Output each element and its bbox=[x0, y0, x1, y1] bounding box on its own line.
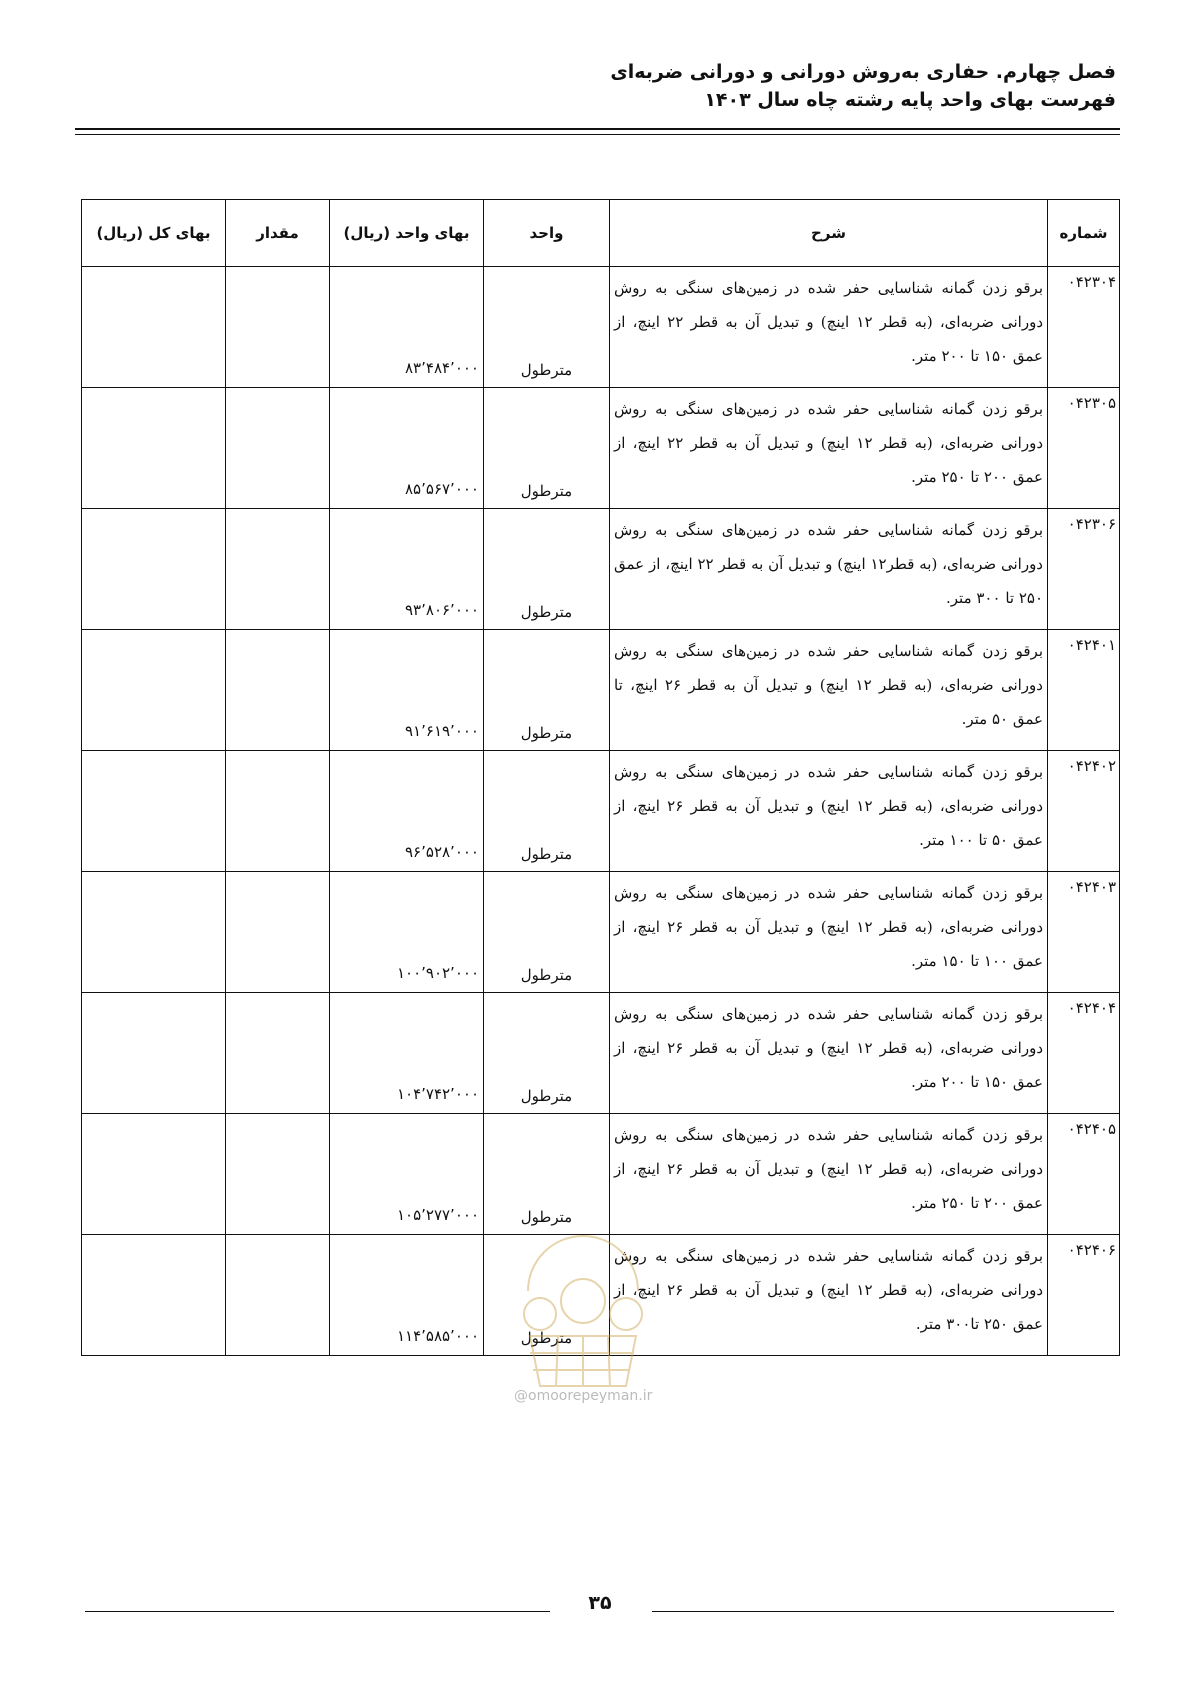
row-description: برقو زدن گمانه شناسایی حفر شده در زمین‌های سنگی به روش دورانی ضربه‌ای، (به قطر ۱۲ اینچ) و تبدیل آن به قطر ۲۲ اینچ، از عمق ۱۵۰ تا ۲۰۰ متر. bbox=[610, 267, 1048, 388]
table-row bbox=[82, 267, 1120, 388]
row-unit-price: ۹۱٬۶۱۹٬۰۰۰ bbox=[405, 722, 479, 740]
row-total-price bbox=[82, 509, 226, 630]
row-total-price bbox=[82, 1235, 226, 1356]
row-quantity bbox=[226, 388, 330, 509]
row-unit: مترطول bbox=[484, 993, 610, 1114]
header-rule-thin bbox=[75, 134, 1120, 135]
row-unit: مترطول bbox=[484, 1235, 610, 1356]
row-quantity bbox=[226, 267, 330, 388]
header-unit-price: بهای واحد (ریال) bbox=[330, 200, 484, 267]
watermark-gear-center bbox=[561, 1279, 605, 1323]
row-unit-price-cell bbox=[330, 872, 484, 993]
row-unit-price: ۹۶٬۵۲۸٬۰۰۰ bbox=[405, 843, 479, 861]
table-row bbox=[82, 509, 1120, 630]
row-quantity bbox=[226, 630, 330, 751]
row-unit-price: ۱۱۴٬۵۸۵٬۰۰۰ bbox=[396, 1327, 479, 1345]
row-description: برقو زدن گمانه شناسایی حفر شده در زمین‌های سنگی به روش دورانی ضربه‌ای، (به قطر ۱۲ اینچ) و تبدیل آن به قطر ۲۲ اینچ، از عمق ۲۰۰ تا ۲۵۰ متر. bbox=[610, 388, 1048, 509]
chapter-title: فصل چهارم. حفاری به‌روش دورانی و دورانی ضربه‌ای bbox=[610, 61, 1116, 83]
table-row bbox=[82, 630, 1120, 751]
row-unit: مترطول bbox=[484, 388, 610, 509]
list-title: فهرست بهای واحد پایه رشته چاه سال ۱۴۰۳ bbox=[704, 89, 1116, 111]
row-number: ۰۴۲۳۰۵ bbox=[1048, 388, 1120, 509]
row-unit: مترطول bbox=[484, 1114, 610, 1235]
row-unit-price-cell bbox=[330, 1114, 484, 1235]
watermark-arc bbox=[528, 1236, 638, 1291]
row-unit-price-cell bbox=[330, 509, 484, 630]
table-row bbox=[82, 993, 1120, 1114]
row-number: ۰۴۲۴۰۴ bbox=[1048, 993, 1120, 1114]
header-description: شرح bbox=[610, 200, 1048, 267]
row-total-price bbox=[82, 267, 226, 388]
row-unit: مترطول bbox=[484, 751, 610, 872]
row-unit-price: ۱۰۴٬۷۴۲٬۰۰۰ bbox=[396, 1085, 479, 1103]
row-unit-price: ۹۳٬۸۰۶٬۰۰۰ bbox=[405, 601, 479, 619]
row-total-price bbox=[82, 872, 226, 993]
header-number: شماره bbox=[1048, 200, 1120, 267]
price-table bbox=[81, 199, 1120, 1356]
header-rule-thick bbox=[75, 128, 1120, 130]
row-unit-price: ۱۰۰٬۹۰۲٬۰۰۰ bbox=[396, 964, 479, 982]
table-row bbox=[82, 751, 1120, 872]
row-total-price bbox=[82, 630, 226, 751]
header-total-price: بهای کل (ریال) bbox=[82, 200, 226, 267]
row-unit-price-cell bbox=[330, 993, 484, 1114]
header-unit: واحد bbox=[484, 200, 610, 267]
row-description: برقو زدن گمانه شناسایی حفر شده در زمین‌های سنگی به روش دورانی ضربه‌ای، (به قطر ۱۲ اینچ) و تبدیل آن به قطر ۲۶ اینچ، از عمق ۵۰ تا ۱۰۰ متر. bbox=[610, 751, 1048, 872]
row-unit-price: ۱۰۵٬۲۷۷٬۰۰۰ bbox=[396, 1206, 479, 1224]
row-number: ۰۴۲۳۰۶ bbox=[1048, 509, 1120, 630]
row-total-price bbox=[82, 388, 226, 509]
page-header bbox=[75, 58, 1116, 114]
row-unit: مترطول bbox=[484, 630, 610, 751]
row-number: ۰۴۲۴۰۵ bbox=[1048, 1114, 1120, 1235]
row-number: ۰۴۲۴۰۱ bbox=[1048, 630, 1120, 751]
row-number: ۰۴۲۴۰۲ bbox=[1048, 751, 1120, 872]
row-quantity bbox=[226, 993, 330, 1114]
row-description: برقو زدن گمانه شناسایی حفر شده در زمین‌های سنگی به روش دورانی ضربه‌ای، (به قطر ۱۲ اینچ) و تبدیل آن به قطر ۲۶ اینچ، از عمق ۲۵۰ تا۳۰۰ متر. bbox=[610, 1235, 1048, 1356]
watermark-grid-lines bbox=[530, 1336, 634, 1386]
row-unit: مترطول bbox=[484, 267, 610, 388]
row-quantity bbox=[226, 751, 330, 872]
watermark-logo bbox=[508, 1196, 658, 1396]
watermark-gear-left bbox=[524, 1298, 556, 1330]
row-description: برقو زدن گمانه شناسایی حفر شده در زمین‌های سنگی به روش دورانی ضربه‌ای، (به قطر ۱۲ اینچ) و تبدیل آن به قطر ۲۶ اینچ، تا عمق ۵۰ متر. bbox=[610, 630, 1048, 751]
row-quantity bbox=[226, 1235, 330, 1356]
table-row bbox=[82, 388, 1120, 509]
row-number: ۰۴۲۴۰۳ bbox=[1048, 872, 1120, 993]
row-description: برقو زدن گمانه شناسایی حفر شده در زمین‌های سنگی به روش دورانی ضربه‌ای، (به قطر ۱۲ اینچ) و تبدیل آن به قطر ۲۶ اینچ، از عمق ۱۵۰ تا ۲۰۰ متر. bbox=[610, 993, 1048, 1114]
row-quantity bbox=[226, 509, 330, 630]
row-unit: مترطول bbox=[484, 872, 610, 993]
row-quantity bbox=[226, 872, 330, 993]
watermark-gear-right bbox=[610, 1298, 642, 1330]
footer-rule-right bbox=[652, 1611, 1114, 1612]
watermark-site: @omoorepeyman.ir bbox=[514, 1388, 653, 1404]
row-total-price bbox=[82, 751, 226, 872]
row-unit-price-cell bbox=[330, 751, 484, 872]
row-quantity bbox=[226, 1114, 330, 1235]
table-header-row bbox=[82, 200, 1120, 267]
row-total-price bbox=[82, 993, 226, 1114]
row-description: برقو زدن گمانه شناسایی حفر شده در زمین‌های سنگی به روش دورانی ضربه‌ای، (به قطر ۱۲ اینچ) و تبدیل آن به قطر ۲۶ اینچ، از عمق ۲۰۰ تا ۲۵۰ متر. bbox=[610, 1114, 1048, 1235]
row-unit-price-cell bbox=[330, 630, 484, 751]
row-total-price bbox=[82, 1114, 226, 1235]
row-number: ۰۴۲۴۰۶ bbox=[1048, 1235, 1120, 1356]
row-number: ۰۴۲۳۰۴ bbox=[1048, 267, 1120, 388]
row-unit-price: ۸۳٬۴۸۴٬۰۰۰ bbox=[405, 359, 479, 377]
page-number: ۳۵ bbox=[588, 1592, 612, 1614]
row-unit-price-cell bbox=[330, 388, 484, 509]
row-unit-price-cell bbox=[330, 267, 484, 388]
row-unit: مترطول bbox=[484, 509, 610, 630]
row-unit-price: ۸۵٬۵۶۷٬۰۰۰ bbox=[405, 480, 479, 498]
table-row bbox=[82, 872, 1120, 993]
footer-rule-left bbox=[85, 1611, 550, 1612]
row-description: برقو زدن گمانه شناسایی حفر شده در زمین‌های سنگی به روش دورانی ضربه‌ای، (به قطر۱۲ اینچ) و تبدیل آن به قطر ۲۲ اینچ، از عمق ۲۵۰ تا ۳۰۰ متر. bbox=[610, 509, 1048, 630]
row-unit-price-cell bbox=[330, 1235, 484, 1356]
header-quantity: مقدار bbox=[226, 200, 330, 267]
row-description: برقو زدن گمانه شناسایی حفر شده در زمین‌های سنگی به روش دورانی ضربه‌ای، (به قطر ۱۲ اینچ) و تبدیل آن به قطر ۲۶ اینچ، از عمق ۱۰۰ تا ۱۵۰ متر. bbox=[610, 872, 1048, 993]
